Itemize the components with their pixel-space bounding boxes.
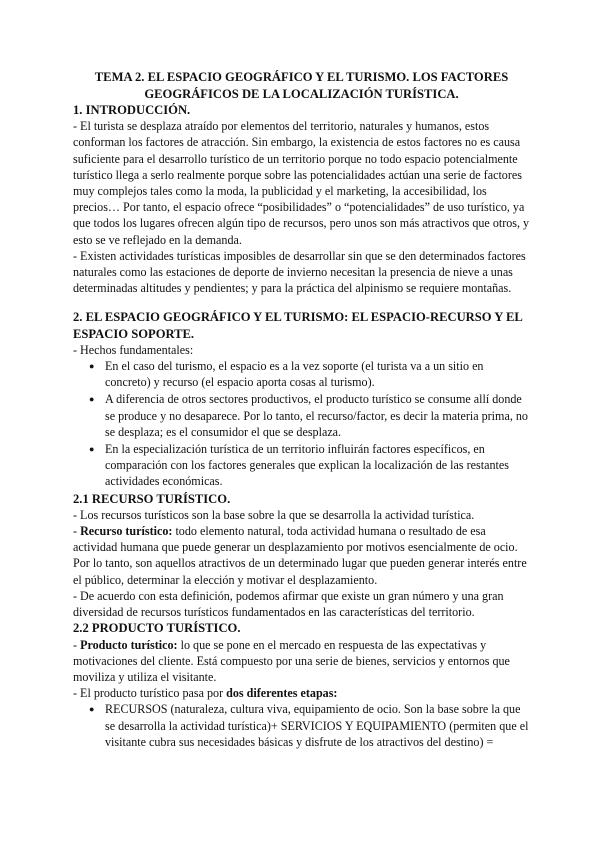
section-heading-espacio: 2. EL ESPACIO GEOGRÁFICO Y EL TURISMO: EL ESPACIO-RECURSO Y EL ESPACIO SOPORTE. bbox=[73, 310, 523, 341]
spacer bbox=[73, 296, 530, 309]
paragraph: - El producto turístico pasa por dos diferentes etapas: bbox=[73, 686, 338, 701]
bullet-list bbox=[73, 701, 530, 750]
paragraph: - Producto turístico: lo que se pone en el mercado en respuesta de las expectativas y motivaciones del cliente. Está compuesto por una serie de bienes, servicios y entornos que moviliza y utiliza el visitante. bbox=[73, 637, 510, 684]
paragraph: - De acuerdo con esta definición, podemos afirmar que existe un gran número y una gran diversidad de recursos turísticos fundamentados en las características del territorio. bbox=[73, 588, 504, 620]
document-title: TEMA 2. EL ESPACIO GEOGRÁFICO Y EL TURISMO. LOS FACTORES GEOGRÁFICOS DE LA LOCALIZACIÓN TURÍSTICA. bbox=[94, 70, 509, 101]
bullet-icon: ● bbox=[89, 361, 95, 372]
term-bold: Recurso turístico: bbox=[80, 524, 173, 539]
section-heading-introduccion: 1. INTRODUCCIÓN. bbox=[73, 103, 191, 117]
paragraph: - Recurso turístico: todo elemento natural, toda actividad humana o resultado de esa actividad humana que puede generar un desplazamiento por motivos esencialmente de ocio. Por lo tanto, son aquellos atractivos de un determinado lugar que pueden generar interés entre el público, determinar la elección y motivar el desplazamiento. bbox=[73, 524, 527, 587]
paragraph: - Existen actividades turísticas imposibles de desarrollar sin que se den determinados factores naturales como las estaciones de deporte de invierno necesitan la presencia de nieve a unas determinadas altitudes y pendientes; y para la práctica del alpinismo se requiere montañas. bbox=[73, 248, 526, 296]
list-item: ● RECURSOS (naturaleza, cultura viva, equipamiento de ocio. Son la base sobre la que se desarrolla la actividad turística)+ SERVICIOS Y EQUIPAMIENTO (permiten que el visitante cubra sus necesidades básicas y disfrute de los atractivos del destino) = bbox=[89, 702, 529, 749]
section-heading-recurso: 2.1 RECURSO TURÍSTICO. bbox=[73, 491, 231, 506]
section-heading-producto: 2.2 PRODUCTO TURÍSTICO. bbox=[73, 621, 241, 636]
term-bold: Producto turístico: bbox=[80, 637, 178, 652]
list-item: ● En la especialización turística de un territorio influirán factores específicos, en comparación con los factores generales que explican la localización de las restantes actividades económicas. bbox=[89, 442, 509, 489]
paragraph: - Hechos fundamentales: bbox=[73, 342, 194, 357]
bullet-icon: ● bbox=[89, 444, 95, 455]
list-item: ● A diferencia de otros sectores productivos, el producto turístico se consume allí donde se produce y no desaparece. Por lo tanto, el recurso/factor, es decir la materia prima, no se desplaza; es el consumidor el que se desplaza. bbox=[89, 392, 528, 439]
bullet-list bbox=[73, 358, 530, 490]
paragraph: - El turista se desplaza atraído por elementos del territorio, naturales y humanos, estos conforman los factores de atracción. Sin embargo, la existencia de estos factores no es causa suficiente para el desarrollo turístico de un territorio porque no todo espacio potencialmente turístico llega a serlo realmente porque sobre las potencialidades actúan una serie de factores muy complejos tales como la moda, la publicidad y el marketing, la accesibilidad, los precios… Por tanto, el espacio ofrece “posibilidades” o “potencialidades” de uso turístico, ya que todos los lugares ofrecen algún tipo de recursos, pero unos son más atractivos que otros, y esto se ve reflejado en la demanda. bbox=[73, 119, 530, 247]
paragraph: - Los recursos turísticos son la base sobre la que se desarrolla la actividad turística. bbox=[73, 507, 475, 522]
term-bold: dos diferentes etapas: bbox=[226, 686, 338, 701]
bullet-icon: ● bbox=[89, 394, 95, 405]
list-item: ● En el caso del turismo, el espacio es a la vez soporte (el turista va a un sitio en concreto) y recurso (el espacio aporta cosas al turismo). bbox=[89, 359, 484, 390]
bullet-icon: ● bbox=[89, 704, 95, 715]
